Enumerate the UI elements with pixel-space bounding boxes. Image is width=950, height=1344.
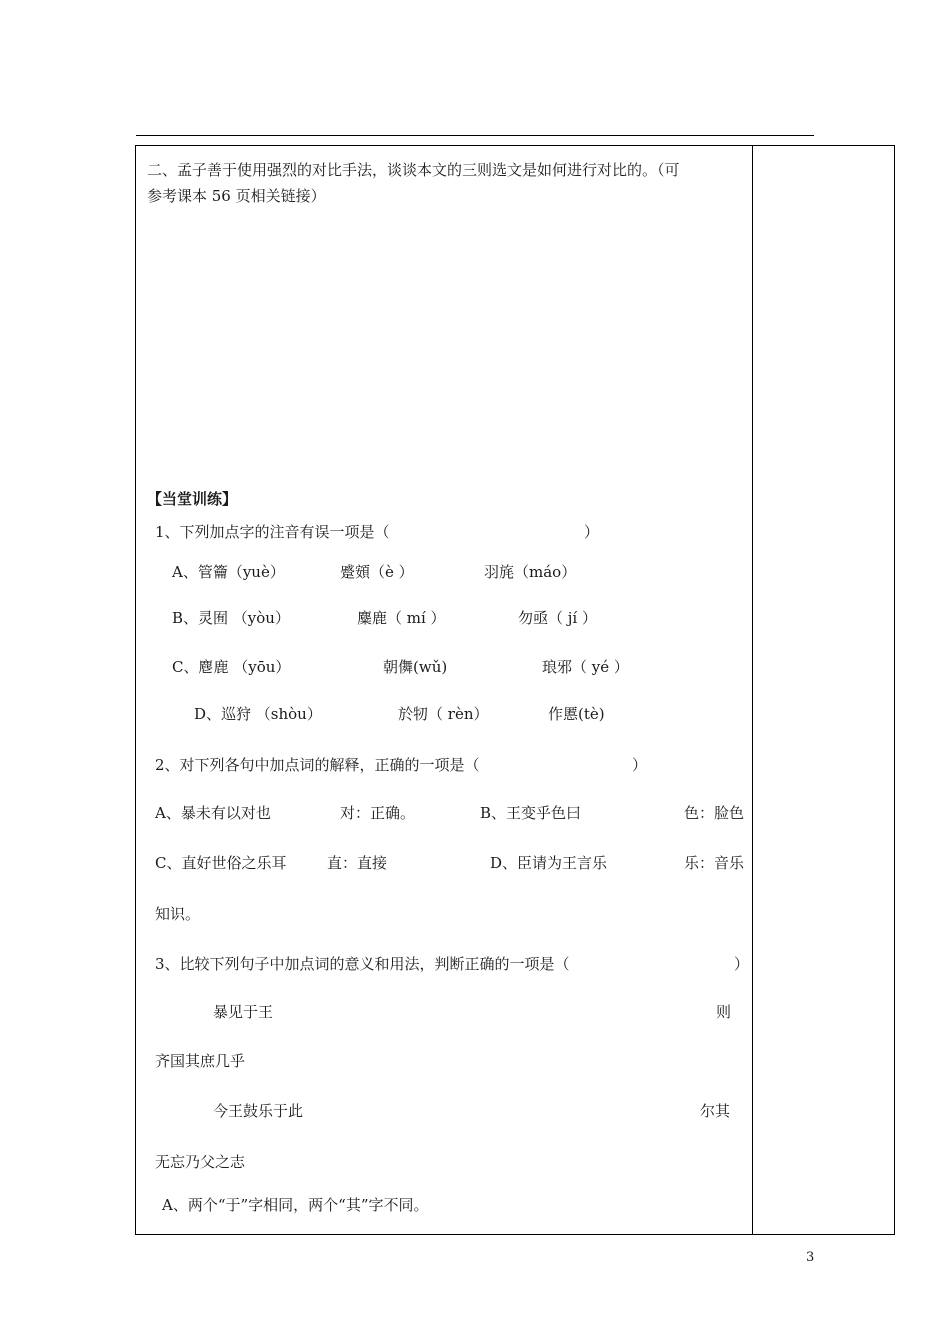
q3-option-a: A、两个“于”字相同，两个“其”字不同。 (162, 1196, 429, 1214)
q2-option-b: B、王变乎色曰 (480, 804, 582, 822)
page-number: 3 (806, 1250, 815, 1265)
q2-option-b-gloss: 色：脸色 (684, 804, 745, 822)
q3-sentence-1b: 则 (716, 1003, 732, 1021)
q1-option-b-2: 麋鹿（ mí ） (357, 609, 446, 627)
q2-option-a: A、暴未有以对也 (155, 804, 271, 822)
q2-intro-line1: 二、孟子善于使用强烈的对比手法，谈谈本文的三则选文是如何进行对比的。（可 (147, 161, 680, 179)
q3-sentence-2a: 今王鼓乐于此 (213, 1102, 304, 1120)
q1-option-a-2: 蹙頞（è ） (340, 563, 414, 581)
q2-option-c-gloss: 直：直接 (327, 854, 388, 872)
q2-stem: 2、对下列各句中加点词的解释，正确的一项是（ (155, 756, 480, 774)
q1-option-a-3: 羽旄（máo） (484, 563, 577, 581)
q1-option-b-1: B、灵囿 （yòu） (172, 609, 290, 627)
q3-sentence-1a: 暴见于王 (213, 1003, 274, 1021)
q2-option-a-gloss: 对：正确。 (340, 804, 416, 822)
q1-option-c-2: 朝儛(wǔ) (383, 658, 448, 676)
q2-close-paren: ） (632, 756, 648, 774)
q2-intro-line2: 参考课本 56 页相关链接） (147, 187, 326, 205)
q1-option-b-3: 勿亟（ jí ） (518, 609, 597, 627)
q1-option-d-1: D、巡狩 （shòu） (194, 705, 322, 723)
q3-sentence-2b: 尔其 (700, 1102, 731, 1120)
header-rule (136, 135, 814, 136)
q2-option-c: C、直好世俗之乐耳 (155, 854, 287, 872)
q1-option-d-2: 於牣（ rèn） (398, 705, 489, 723)
q1-option-d-3: 作慝(tè) (548, 705, 605, 723)
q3-stem: 3、比较下列句子中加点词的意义和用法，判断正确的一项是（ (155, 955, 570, 973)
q1-option-c-3: 琅邪（ yé ） (542, 658, 629, 676)
table-column-divider (752, 145, 753, 1235)
q3-sentence-2c: 无忘乃父之志 (155, 1153, 246, 1171)
q2-option-d-continuation: 知识。 (155, 905, 201, 923)
q3-sentence-1c: 齐国其庶几乎 (155, 1052, 246, 1070)
q1-option-a-1: A、管籥（yuè） (172, 563, 285, 581)
q3-close-paren: ） (734, 955, 750, 973)
q1-option-c-1: C、麀鹿 （yōu） (172, 658, 291, 676)
q2-option-d-gloss: 乐：音乐 (684, 854, 745, 872)
content-table (135, 145, 895, 1235)
q2-option-d: D、臣请为王言乐 (490, 854, 608, 872)
q1-stem: 1、下列加点字的注音有误一项是（ (155, 523, 390, 541)
q1-close-paren: ） (584, 523, 600, 541)
training-heading: 【当堂训练】 (147, 490, 238, 508)
